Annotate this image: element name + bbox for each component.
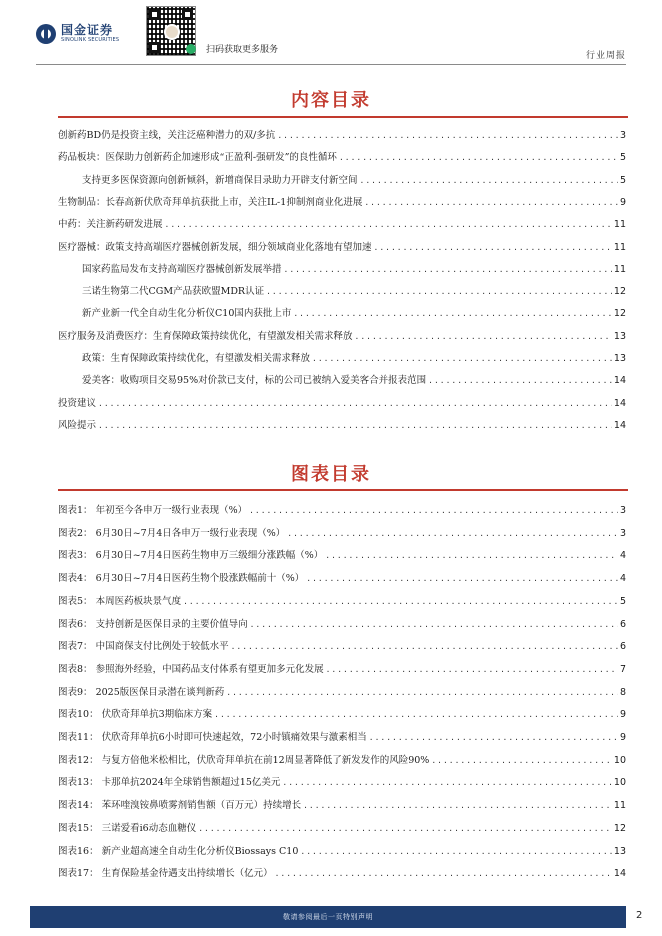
logo-name-en: SINOLINK SECURITIES bbox=[61, 37, 120, 43]
figure-entry-row[interactable] bbox=[58, 823, 626, 835]
figure-entry-title: 图表7： 中国商保支付比例处于较低水平 bbox=[58, 641, 229, 653]
dot-leader bbox=[325, 550, 618, 562]
dot-leader bbox=[431, 755, 612, 767]
figure-entry-title: 图表13： 卡那单抗2024年全球销售额超过15亿美元 bbox=[58, 777, 281, 789]
figure-entry-row[interactable] bbox=[58, 641, 626, 653]
figure-entry-page-number: 3 bbox=[619, 505, 626, 516]
dot-leader bbox=[266, 286, 612, 298]
contents-entry-page-number: 11 bbox=[613, 263, 626, 275]
dot-leader bbox=[98, 420, 612, 432]
dot-leader bbox=[355, 331, 612, 343]
dot-leader bbox=[428, 375, 612, 387]
contents-entry-row[interactable] bbox=[82, 353, 626, 365]
contents-entry-page-number: 5 bbox=[619, 174, 626, 186]
figure-entry-title: 图表14： 苯环喹溴铵鼻喷雾剂销售额（百万元）持续增长 bbox=[58, 800, 302, 812]
dot-leader bbox=[277, 130, 618, 142]
contents-entry-row[interactable] bbox=[82, 375, 626, 387]
contents-entry-title: 风险提示 bbox=[58, 419, 97, 431]
contents-entry-title: 政策：生育保障政策持续优化，有望激发相关需求释放 bbox=[82, 353, 311, 364]
figure-entry-title: 图表4： 6月30日~7月4日医药生物个股涨跌幅前十（%） bbox=[58, 573, 305, 585]
dot-leader bbox=[98, 398, 612, 410]
contents-entry-row[interactable] bbox=[82, 286, 626, 298]
wechat-icon bbox=[186, 44, 196, 54]
dot-leader bbox=[287, 528, 618, 540]
contents-entry-row[interactable] bbox=[58, 130, 626, 142]
dot-leader bbox=[198, 823, 612, 835]
figure-entry-page-number: 9 bbox=[619, 732, 626, 743]
contents-entry-row[interactable] bbox=[82, 175, 626, 187]
qr-caption: 扫码获取更多服务 bbox=[206, 45, 279, 55]
report-type-label: 行业周报 bbox=[585, 51, 626, 61]
dot-leader bbox=[339, 152, 618, 164]
contents-entry-page-number: 12 bbox=[613, 286, 626, 298]
contents-entry-page-number: 14 bbox=[613, 375, 626, 387]
contents-entry-title: 医疗服务及消费医疗：生育保障政策持续优化，有望激发相关需求释放 bbox=[58, 330, 353, 342]
footer-disclaimer: 敬请参阅最后一页特别声明 bbox=[283, 913, 373, 921]
contents-entry-row[interactable] bbox=[82, 264, 626, 276]
figure-entry-row[interactable] bbox=[58, 709, 626, 721]
contents-entry-page-number: 13 bbox=[613, 353, 626, 364]
dot-leader bbox=[312, 353, 612, 365]
figure-entry-page-number: 10 bbox=[613, 777, 626, 789]
dot-leader bbox=[326, 664, 618, 676]
contents-entry-page-number: 5 bbox=[619, 152, 626, 164]
figures-title-rule bbox=[58, 489, 628, 491]
figure-entry-row[interactable] bbox=[58, 528, 626, 540]
logo-name-cn: 国金证券 bbox=[61, 23, 114, 37]
figure-entry-row[interactable] bbox=[58, 505, 626, 517]
figure-entry-page-number: 6 bbox=[619, 618, 626, 630]
contents-entry-title: 创新药BD仍是投资主线，关注泛癌种潜力的双/多抗 bbox=[58, 130, 276, 141]
figure-entry-page-number: 4 bbox=[619, 573, 626, 585]
figures-title: 图表目录 bbox=[291, 464, 371, 485]
figure-entry-page-number: 9 bbox=[619, 709, 626, 721]
contents-entry-page-number: 14 bbox=[613, 419, 626, 431]
figure-entry-row[interactable] bbox=[58, 550, 626, 562]
contents-entry-row[interactable] bbox=[58, 219, 626, 231]
dot-leader bbox=[364, 197, 618, 209]
figure-entry-title: 图表10： 伏欣奇拜单抗3期临床方案 bbox=[58, 709, 213, 721]
contents-entry-page-number: 12 bbox=[613, 308, 626, 320]
dot-leader bbox=[249, 505, 618, 517]
contents-entry-row[interactable] bbox=[58, 331, 626, 343]
contents-title: 内容目录 bbox=[291, 90, 371, 111]
figure-entry-row[interactable] bbox=[58, 777, 626, 789]
figure-entry-row[interactable] bbox=[58, 573, 626, 585]
figure-entry-title: 图表1： 年初至今各申万一级行业表现（%） bbox=[58, 505, 248, 516]
page-number: 2 bbox=[636, 910, 643, 921]
dot-leader bbox=[293, 308, 612, 320]
figure-entry-page-number: 6 bbox=[619, 641, 626, 653]
figure-entry-row[interactable] bbox=[58, 687, 626, 699]
figure-entry-row[interactable] bbox=[58, 619, 626, 631]
figure-entry-title: 图表11： 伏欣奇拜单抗6小时即可快速起效，72小时镇痛效果与激素相当 bbox=[58, 732, 367, 743]
contents-entry-page-number: 11 bbox=[613, 219, 626, 231]
contents-entry-page-number: 14 bbox=[613, 397, 626, 409]
figure-entry-page-number: 3 bbox=[619, 527, 626, 539]
contents-title-rule bbox=[58, 116, 628, 118]
dot-leader bbox=[300, 846, 612, 858]
dot-leader bbox=[214, 709, 618, 721]
dot-leader bbox=[282, 777, 612, 789]
contents-entry-row[interactable] bbox=[58, 398, 626, 410]
figure-entry-page-number: 14 bbox=[613, 868, 626, 880]
contents-entry-row[interactable] bbox=[58, 242, 626, 254]
dot-leader bbox=[275, 868, 612, 880]
dot-leader bbox=[226, 687, 618, 699]
contents-entry-page-number: 9 bbox=[619, 196, 626, 208]
contents-entry-title: 生物制品：长春高新伏欣奇拜单抗获批上市，关注IL-1抑制剂商业化进展 bbox=[58, 196, 363, 208]
contents-entry-row[interactable] bbox=[58, 197, 626, 209]
company-logo bbox=[36, 24, 119, 44]
contents-entry-title: 国家药监局发布支持高端医疗器械创新发展举措 bbox=[82, 263, 282, 275]
contents-entry-row[interactable] bbox=[82, 308, 626, 320]
dot-leader bbox=[284, 264, 612, 276]
figure-entry-title: 图表8： 参照海外经验，中国药品支付体系有望更加多元化发展 bbox=[58, 663, 324, 675]
figure-entry-page-number: 13 bbox=[613, 845, 626, 857]
contents-entry-title: 三诺生物第二代CGM产品获欧盟MDR认证 bbox=[82, 286, 265, 298]
figure-entry-title: 图表6： 支持创新是医保目录的主要价值导向 bbox=[58, 618, 248, 630]
contents-entry-row[interactable] bbox=[58, 420, 626, 432]
contents-entry-title: 新产业新一代全自动生化分析仪C10国内获批上市 bbox=[82, 308, 292, 320]
figure-entry-page-number: 7 bbox=[619, 663, 626, 675]
contents-entry-title: 中药：关注新药研发进展 bbox=[58, 219, 163, 231]
contents-entry-page-number: 3 bbox=[619, 130, 626, 141]
dot-leader bbox=[183, 596, 618, 608]
figure-entry-row[interactable] bbox=[58, 664, 626, 676]
dot-leader bbox=[369, 732, 618, 744]
figure-entry-title: 图表2： 6月30日~7月4日各申万一级行业表现（%） bbox=[58, 527, 286, 539]
page-footer bbox=[30, 906, 626, 928]
contents-entry-page-number: 13 bbox=[613, 330, 626, 342]
figure-entry-page-number: 11 bbox=[613, 800, 626, 812]
figure-entry-title: 图表5： 本周医药板块景气度 bbox=[58, 595, 182, 607]
figure-entry-page-number: 5 bbox=[619, 595, 626, 607]
figure-entry-page-number: 4 bbox=[619, 550, 626, 562]
figure-entry-row[interactable] bbox=[58, 800, 626, 812]
contents-entry-title: 医疗器械：政策支持高端医疗器械创新发展，细分领域商业化落地有望加速 bbox=[58, 241, 372, 253]
contents-entry-title: 药品板块：医保助力创新药企加速形成“正盈利-强研发”的良性循环 bbox=[58, 152, 337, 164]
page-header bbox=[0, 0, 662, 66]
figure-entry-title: 图表17： 生育保险基金待遇支出持续增长（亿元） bbox=[58, 868, 273, 880]
figure-entry-row[interactable] bbox=[58, 596, 626, 608]
dot-leader bbox=[165, 219, 612, 231]
contents-entry-page-number: 11 bbox=[613, 241, 626, 253]
figure-entry-row[interactable] bbox=[58, 846, 626, 858]
dot-leader bbox=[360, 175, 618, 187]
contents-entry-title: 支持更多医保资源向创新倾斜，新增商保目录助力开辟支付新空间 bbox=[82, 174, 358, 186]
figure-entry-page-number: 12 bbox=[613, 822, 626, 834]
figure-entry-page-number: 10 bbox=[613, 754, 626, 766]
dot-leader bbox=[250, 619, 618, 631]
dot-leader bbox=[231, 641, 618, 653]
figure-entry-page-number: 8 bbox=[619, 686, 626, 698]
contents-entry-title: 爱美客：收购项目交易95%对价款已支付，标的公司已被纳入爱美客合并报表范围 bbox=[82, 375, 427, 387]
figure-entry-row[interactable] bbox=[58, 732, 626, 744]
contents-entry-row[interactable] bbox=[58, 152, 626, 164]
figure-entry-row[interactable] bbox=[58, 755, 626, 767]
contents-entry-title: 投资建议 bbox=[58, 397, 97, 409]
figure-entry-row[interactable] bbox=[58, 868, 626, 880]
header-divider bbox=[36, 64, 626, 65]
figure-entry-title: 图表9： 2025版医保目录潜在谈判新药 bbox=[58, 686, 225, 698]
dot-leader bbox=[303, 800, 612, 812]
qr-center-logo-icon bbox=[164, 24, 180, 40]
logo-icon bbox=[36, 24, 56, 44]
figure-entry-title: 图表3： 6月30日~7月4日医药生物申万三级细分涨跌幅（%） bbox=[58, 550, 324, 562]
dot-leader bbox=[306, 573, 618, 585]
figure-entry-title: 图表16： 新产业超高速全自动生化分析仪Biossays C10 bbox=[58, 845, 299, 857]
dot-leader bbox=[374, 242, 612, 254]
figure-entry-title: 图表15： 三诺爱看i6动态血糖仪 bbox=[58, 822, 197, 834]
figure-entry-title: 图表12： 与复方倍他米松相比，伏欣奇拜单抗在前12周显著降低了新发发作的风险90% bbox=[58, 754, 430, 766]
